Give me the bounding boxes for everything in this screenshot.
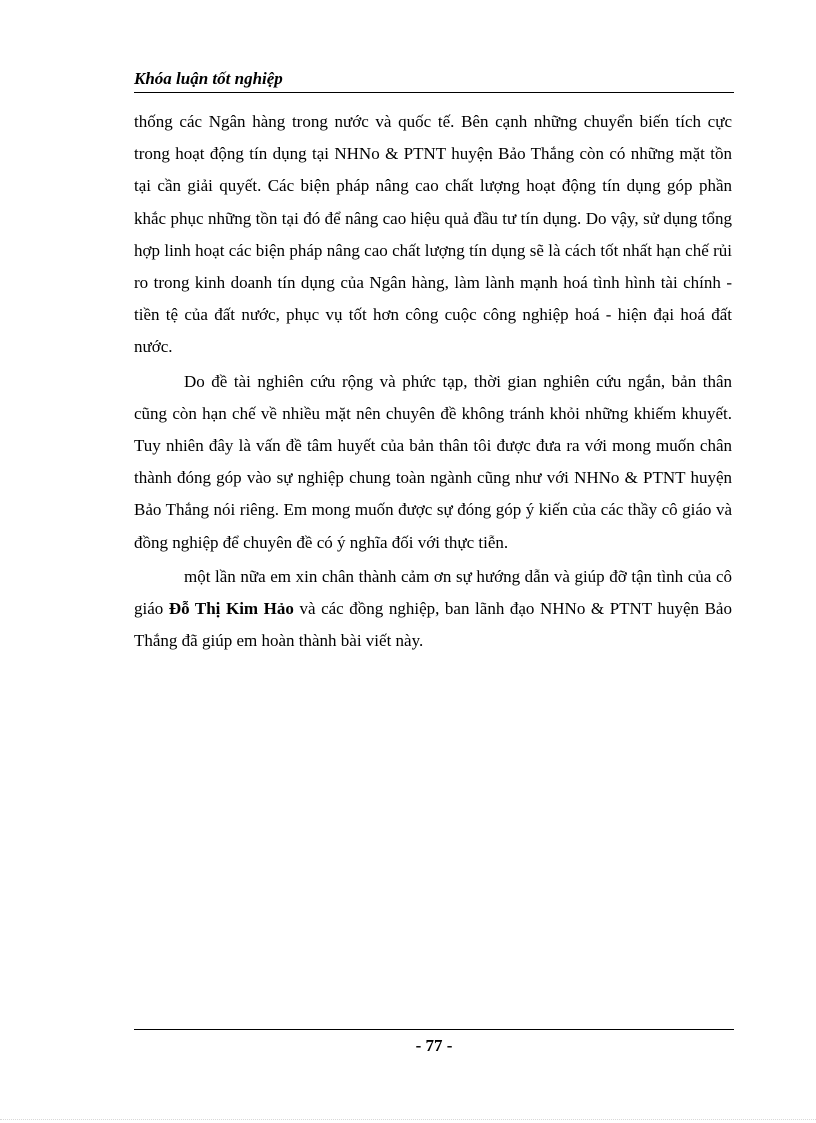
page-number: - 77 - xyxy=(415,1036,453,1055)
paragraph-3-text-before: một lần nữa em xin chân thành cảm ơn sự hướng dẫn và giúp đỡ tận tình của cô giáo xyxy=(134,566,732,619)
footer-divider xyxy=(134,1029,734,1030)
header-divider xyxy=(134,92,734,93)
paragraph-3-text-after: và các đồng nghiệp, ban lãnh đạo NHNo & PTNT huyện Bảo Thắng đã giúp em hoàn thành bài viết này. xyxy=(134,599,732,651)
paragraph-1: thống các Ngân hàng trong nước và quốc tế. Bên cạnh những chuyển biến tích cực trong hoạt động tín dụng tại NHNo & PTNT huyện Bảo Thắng còn có những mặt tồn tại cần giải quyết. Các biện pháp nâng cao chất lượng hoạt động tín dụng góp phần khắc phục những tồn tại đó để nâng cao hiệu quả đầu tư tín dụng. Do vậy, sử dụng tổng hợp linh hoạt các biện pháp nâng cao chất lượng tín dụng sẽ là cách tốt nhất hạn chế rủi ro trong kinh doanh tín dụng của Ngân hàng, làm lành mạnh hoá tình hình tài chính - tiền tệ của đất nước, phục vụ tốt hơn công cuộc công nghiệp hoá - hiện đại hoá đất nước. xyxy=(134,112,732,357)
body-text xyxy=(134,106,732,657)
page-header xyxy=(134,68,734,92)
paragraph-2: Do đề tài nghiên cứu rộng và phức tạp, thời gian nghiên cứu ngắn, bản thân cũng còn hạn chế về nhiều mặt nên chuyên đề không tránh khỏi những khiếm khuyết. Tuy nhiên đây là vấn đề tâm huyết của bản thân tôi được đưa ra với mong muốn chân thành đóng góp vào sự nghiệp chung toàn ngành cũng như với NHNo & PTNT huyện Bảo Thắng nói riêng. Em mong muốn được sự đóng góp ý kiến của các thầy cô giáo và đồng nghiệp để chuyên đề có ý nghĩa đối với thực tiễn. xyxy=(134,371,732,552)
advisor-name: Đỗ Thị Kim Hảo xyxy=(168,599,294,619)
page-edge xyxy=(0,1119,816,1120)
header-title: Khóa luận tốt nghiệp xyxy=(134,69,283,88)
paragraph-3 xyxy=(134,561,732,658)
